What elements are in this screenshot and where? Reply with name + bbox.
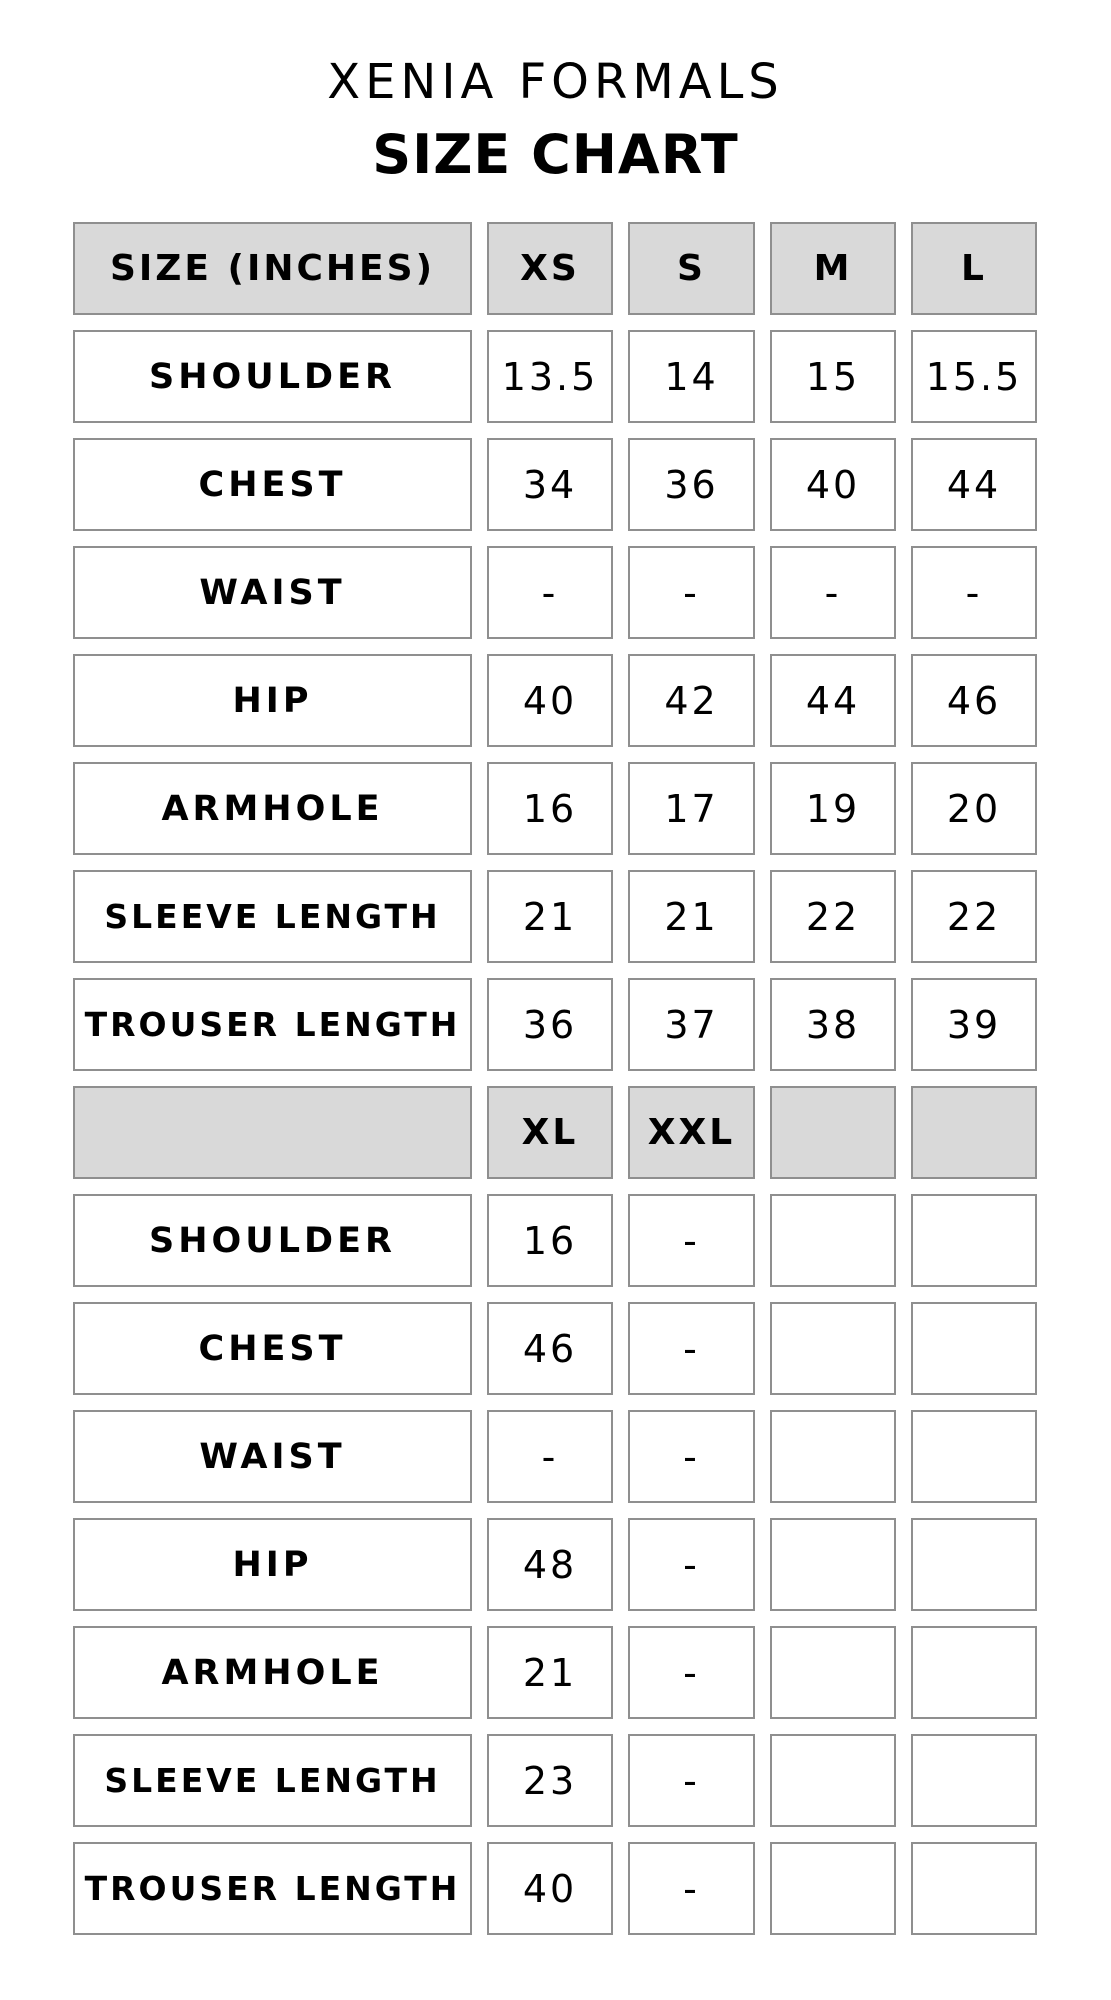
header-cell-s: S [628,222,755,315]
value-cell [770,1842,896,1935]
value-cell [911,1626,1037,1719]
value-cell: 21 [487,870,613,963]
value-cell: - [628,546,755,639]
row-label-sleeve-length: SLEEVE LENGTH [73,870,472,963]
value-cell: 40 [770,438,896,531]
value-cell: 39 [911,978,1037,1071]
value-cell [770,1410,896,1503]
value-cell: 19 [770,762,896,855]
value-cell: 36 [628,438,755,531]
value-cell: 20 [911,762,1037,855]
value-cell: - [628,1626,755,1719]
value-cell [770,1302,896,1395]
value-cell: 13.5 [487,330,613,423]
value-cell [911,1518,1037,1611]
value-cell [911,1842,1037,1935]
value-cell: 21 [487,1626,613,1719]
header-cell-blank [73,1086,472,1179]
page-title: SIZE CHART [372,123,739,186]
value-cell: 44 [911,438,1037,531]
value-cell: 16 [487,1194,613,1287]
header-cell-blank [911,1086,1037,1179]
header-cell-blank [770,1086,896,1179]
value-cell [770,1194,896,1287]
value-cell [911,1734,1037,1827]
value-cell [911,1194,1037,1287]
row-label-armhole: ARMHOLE [73,762,472,855]
row-label-trouser-length: TROUSER LENGTH [73,978,472,1071]
value-cell: 14 [628,330,755,423]
row-label-chest: CHEST [73,1302,472,1395]
row-label-shoulder: SHOULDER [73,330,472,423]
value-cell: 44 [770,654,896,747]
row-label-waist: WAIST [73,546,472,639]
value-cell: - [487,546,613,639]
value-cell: 16 [487,762,613,855]
row-label-armhole: ARMHOLE [73,1626,472,1719]
value-cell: 17 [628,762,755,855]
row-label-hip: HIP [73,1518,472,1611]
value-cell: - [487,1410,613,1503]
value-cell [911,1410,1037,1503]
row-label-waist: WAIST [73,1410,472,1503]
value-cell [770,1734,896,1827]
value-cell: 36 [487,978,613,1071]
value-cell [770,1518,896,1611]
row-label-hip: HIP [73,654,472,747]
value-cell: 48 [487,1518,613,1611]
value-cell: 37 [628,978,755,1071]
header-cell-xl: XL [487,1086,613,1179]
value-cell: 23 [487,1734,613,1827]
value-cell: 40 [487,654,613,747]
value-cell: - [628,1410,755,1503]
value-cell: 38 [770,978,896,1071]
header-cell-size-label: SIZE (INCHES) [73,222,472,315]
value-cell: - [911,546,1037,639]
header-cell-m: M [770,222,896,315]
value-cell: - [628,1842,755,1935]
header-cell-xs: XS [487,222,613,315]
value-cell: - [628,1518,755,1611]
value-cell: 42 [628,654,755,747]
brand-name: XENIA FORMALS [327,54,784,110]
value-cell: - [628,1194,755,1287]
value-cell: 22 [911,870,1037,963]
row-label-shoulder: SHOULDER [73,1194,472,1287]
row-label-trouser-length: TROUSER LENGTH [73,1842,472,1935]
value-cell: 21 [628,870,755,963]
value-cell: 15.5 [911,330,1037,423]
value-cell: 22 [770,870,896,963]
value-cell: 46 [487,1302,613,1395]
value-cell: - [628,1302,755,1395]
value-cell: - [628,1734,755,1827]
value-cell: 15 [770,330,896,423]
header-cell-xxl: XXL [628,1086,755,1179]
value-cell: - [770,546,896,639]
header-cell-l: L [911,222,1037,315]
row-label-sleeve-length: SLEEVE LENGTH [73,1734,472,1827]
value-cell: 40 [487,1842,613,1935]
value-cell [911,1302,1037,1395]
value-cell: 46 [911,654,1037,747]
value-cell [770,1626,896,1719]
size-chart-table [73,222,1039,1935]
value-cell: 34 [487,438,613,531]
row-label-chest: CHEST [73,438,472,531]
